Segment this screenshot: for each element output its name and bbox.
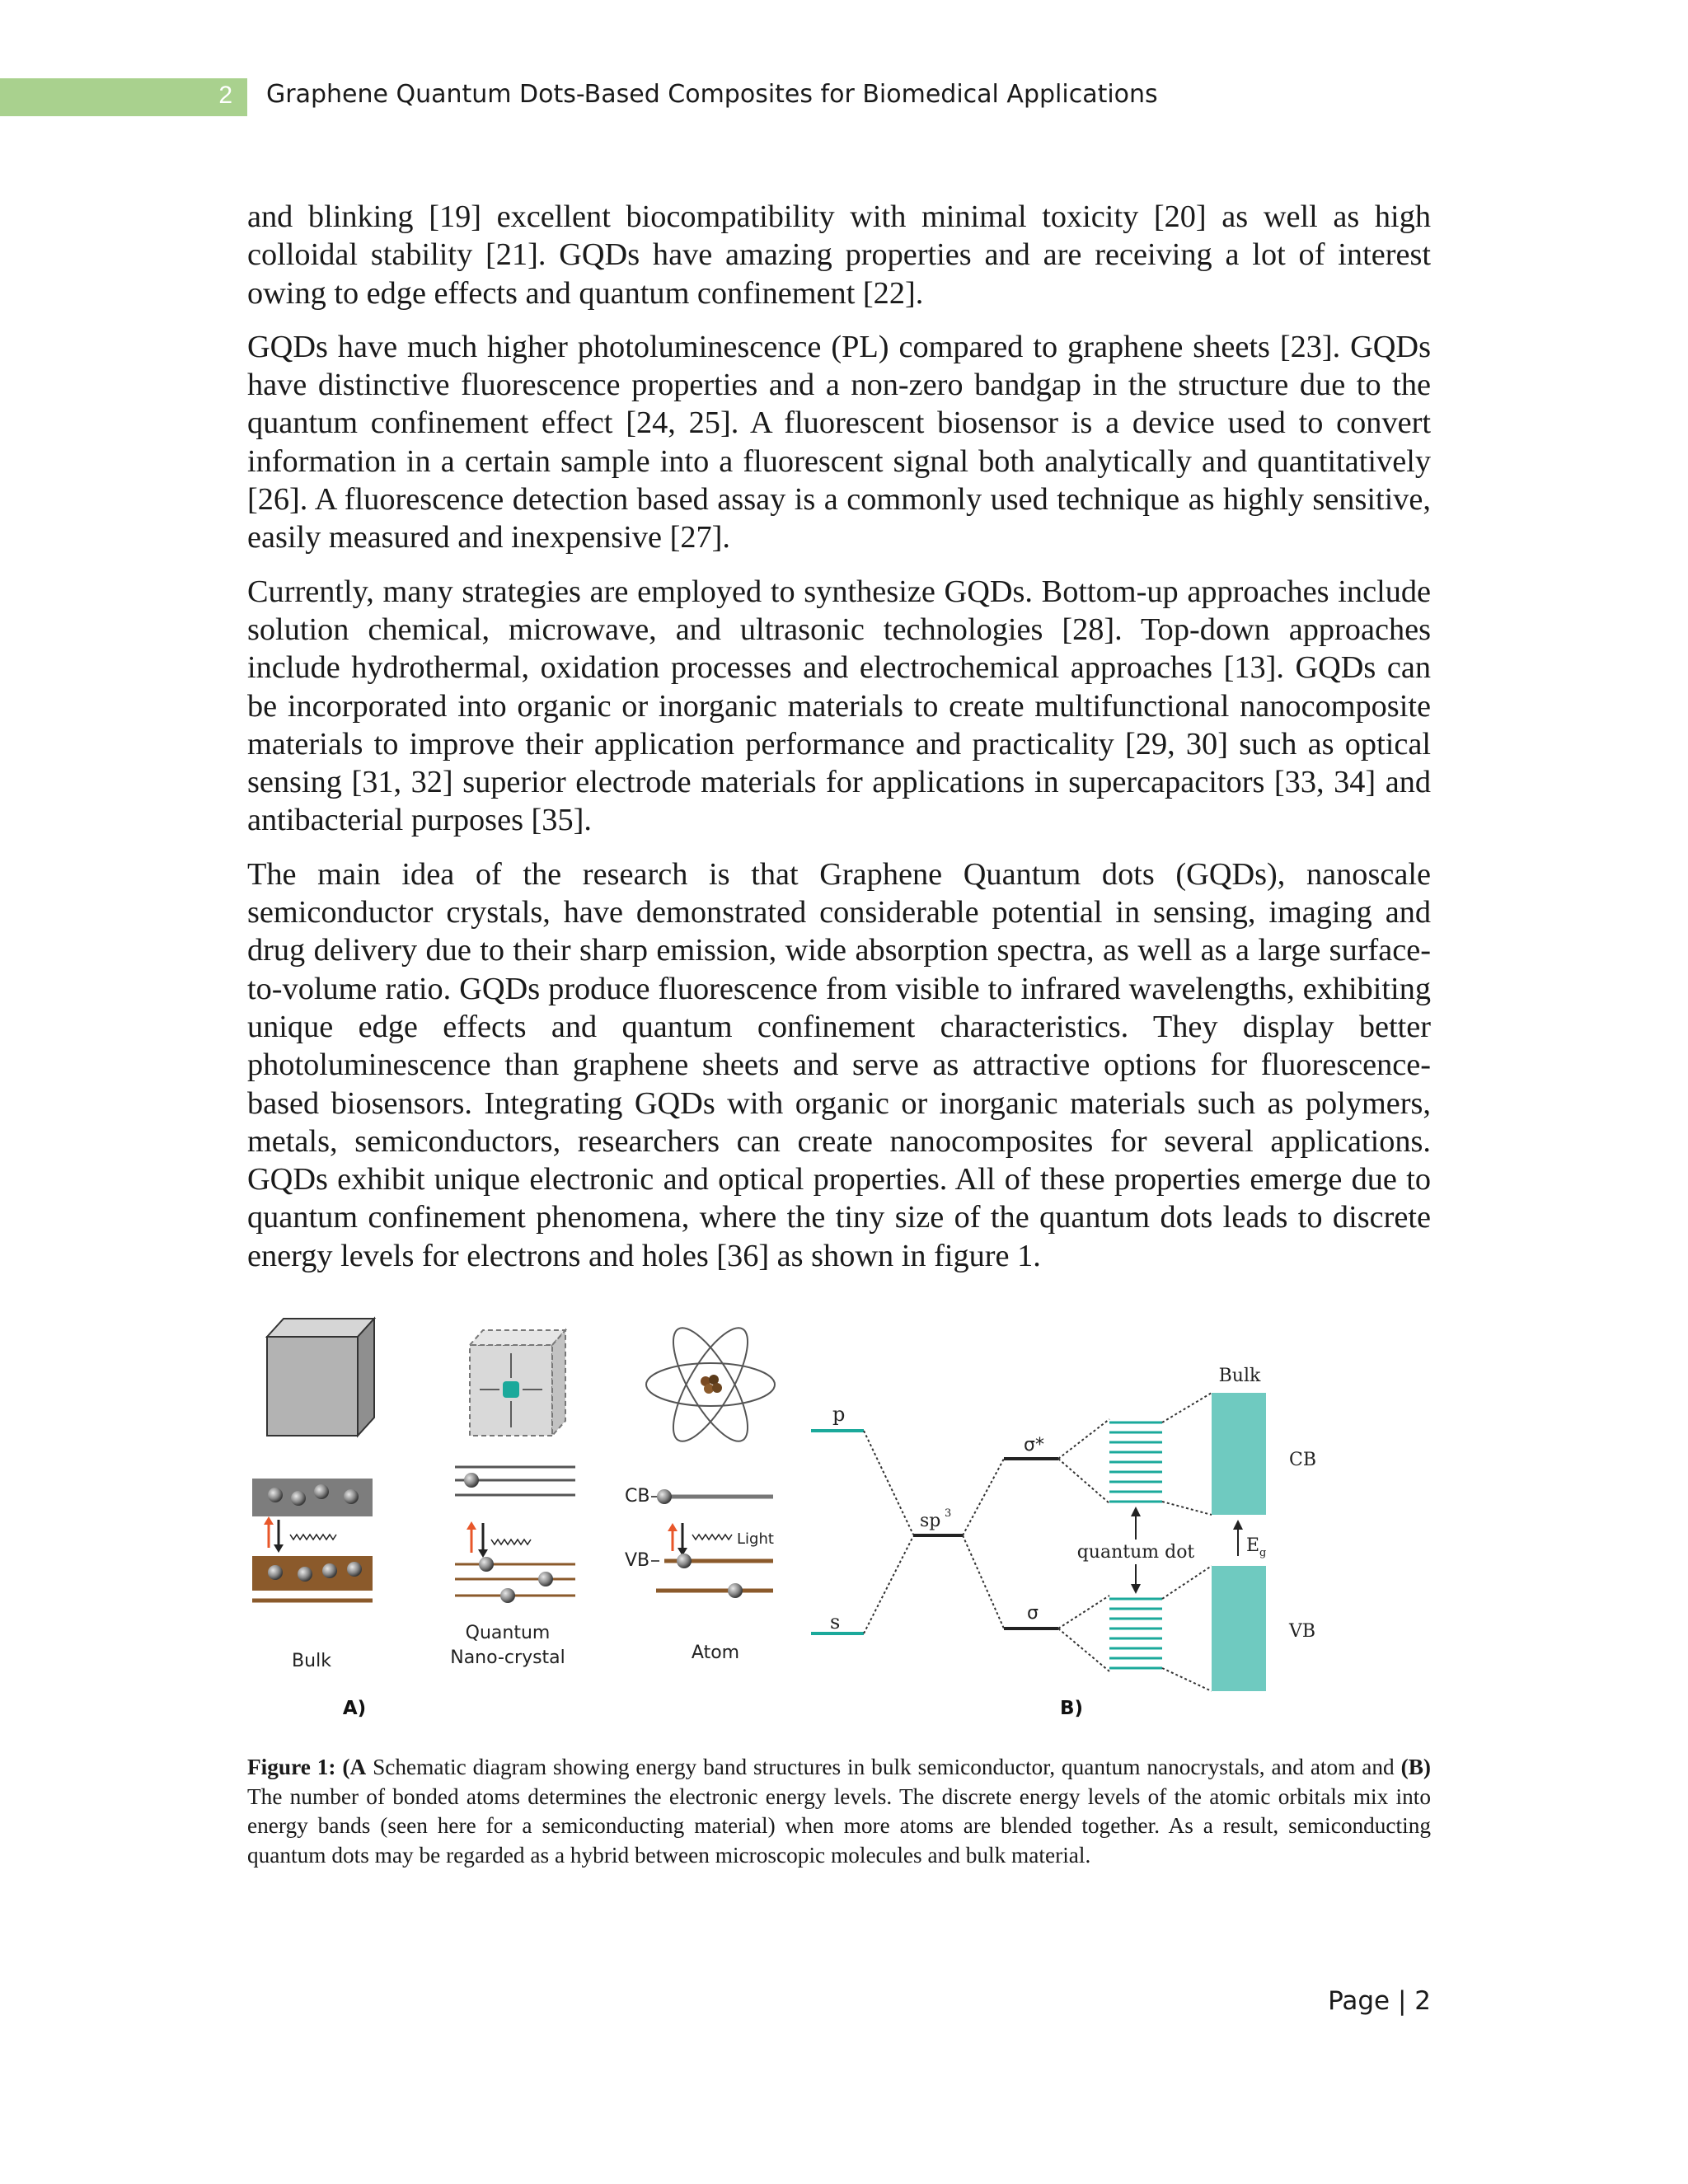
vb-label: VB	[1289, 1621, 1316, 1642]
atom-cb-label: CB	[625, 1486, 650, 1507]
body-text	[247, 198, 1431, 1291]
sigma-star-label: σ*	[1024, 1435, 1044, 1455]
eg-label: E	[1246, 1535, 1260, 1556]
figure-1-graphic	[239, 1312, 1442, 1741]
panel-b-label: B)	[1059, 1698, 1084, 1719]
light-label: Light	[737, 1530, 774, 1548]
nanocrystal-cube	[470, 1330, 565, 1436]
nanocrystal-band-diagram	[455, 1467, 575, 1603]
s-label: s	[830, 1610, 841, 1633]
figure-caption	[247, 1753, 1431, 1870]
p-label: p	[832, 1403, 846, 1426]
caption-label-a: Figure 1: (A	[247, 1755, 367, 1779]
bulk-cube	[267, 1319, 374, 1436]
sp3-label: sp	[920, 1511, 941, 1531]
paragraph-1: and blinking [19] excellent biocompatibility with minimal toxicity [20] as well as high colloidal stability [21]. GQDs have amazing properties and are receiving a lot of interest owing to edge effects and quantum confinement [22].	[247, 199, 1431, 311]
paragraph-4: The main idea of the research is that Graphene Quantum dots (GQDs), nanoscale semiconductor crystals, have demonstrated considerable potential in sensing, imaging and drug delivery due to their sharp emission, wide absorption spectra, as well as a large surface-to-volume ratio. GQDs produce fluorescence from visible to infrared wavelengths, exhibiting unique edge effects and quantum confinement characteristics. They display better photoluminescence than graphene sheets and serve as attractive options for fluorescence-based biosensors. Integrating GQDs with organic or inorganic materials such as polymers, metals, semiconductors, researchers can create nanocomposites for several applications. GQDs exhibit unique electronic and optical properties. All of these properties emerge due to quantum confinement phenomena, where the tiny size of the quantum dots leads to discrete energy levels for electrons and holes [36] as shown in figure 1.	[247, 856, 1431, 1273]
caption-text-a: Schematic diagram showing energy band structures in bulk semiconductor, quantum nanocrystals, and atom and	[366, 1755, 1401, 1779]
header-title: Graphene Quantum Dots-Based Composites for Biomedical Applications	[266, 80, 1158, 109]
bulk-band-title: Bulk	[1218, 1366, 1261, 1386]
atom-vb-label: VB	[625, 1550, 650, 1571]
atom-label: Atom	[691, 1643, 740, 1663]
eg-subscript: g	[1259, 1547, 1267, 1559]
running-header	[0, 78, 1688, 116]
panel-a-label: A)	[342, 1698, 367, 1719]
caption-text-b: The number of bonded atoms determines the electronic energy levels. The discrete energy levels of the atomic orbitals mix into energy bands (seen here for a semiconducting material) when more atoms are blended together. As a result, semiconducting quantum dots may be regarded as a hybrid between microscopic molecules and bulk material.	[247, 1783, 1431, 1868]
sp3-superscript: 3	[945, 1507, 952, 1520]
qnc-label-line2: Nano-crystal	[450, 1647, 565, 1668]
caption-label-b: (B)	[1400, 1755, 1431, 1779]
atom-band-diagram	[625, 1486, 774, 1598]
quantum-dot-label: quantum dot	[1076, 1542, 1195, 1563]
paragraph-3: Currently, many strategies are employed to synthesize GQDs. Bottom-up approaches include solution chemical, microwave, and ultrasonic technologies [28]. Top-down approaches include hydrothermal, oxidation processes and electrochemical approaches [13]. GQDs can be incorporated into organic or inorganic materials to create multifunctional nanocomposite materials to improve their application performance and practicality [29, 30] such as optical sensing [31, 32] superior electrode materials for applications in supercapacitors [33, 34] and antibacterial purposes [35].	[247, 574, 1431, 838]
bulk-band-diagram	[252, 1479, 373, 1601]
header-page-number: 2	[218, 82, 232, 109]
figure-1	[239, 1312, 1442, 1741]
bulk-label: Bulk	[292, 1651, 331, 1671]
orbital-diagram	[811, 1366, 1316, 1691]
qnc-label-line1: Quantum	[465, 1623, 551, 1643]
cb-label: CB	[1289, 1450, 1316, 1470]
atom-icon	[646, 1318, 775, 1451]
paragraph-2: GQDs have much higher photoluminescence (PL) compared to graphene sheets [23]. GQDs have distinctive fluorescence properties and a non-zero bandgap in the structure due to the quantum confinement effect [24, 25]. A fluorescent biosensor is a device used to convert information in a certain sample into a fluorescent signal both analytically and quantitatively [26]. A fluorescence detection based assay is a commonly used technique as highly sensitive, easily measured and inexpensive [27].	[247, 329, 1431, 555]
page-footer: Page | 2	[1328, 1986, 1431, 2016]
sigma-label: σ	[1027, 1603, 1039, 1624]
